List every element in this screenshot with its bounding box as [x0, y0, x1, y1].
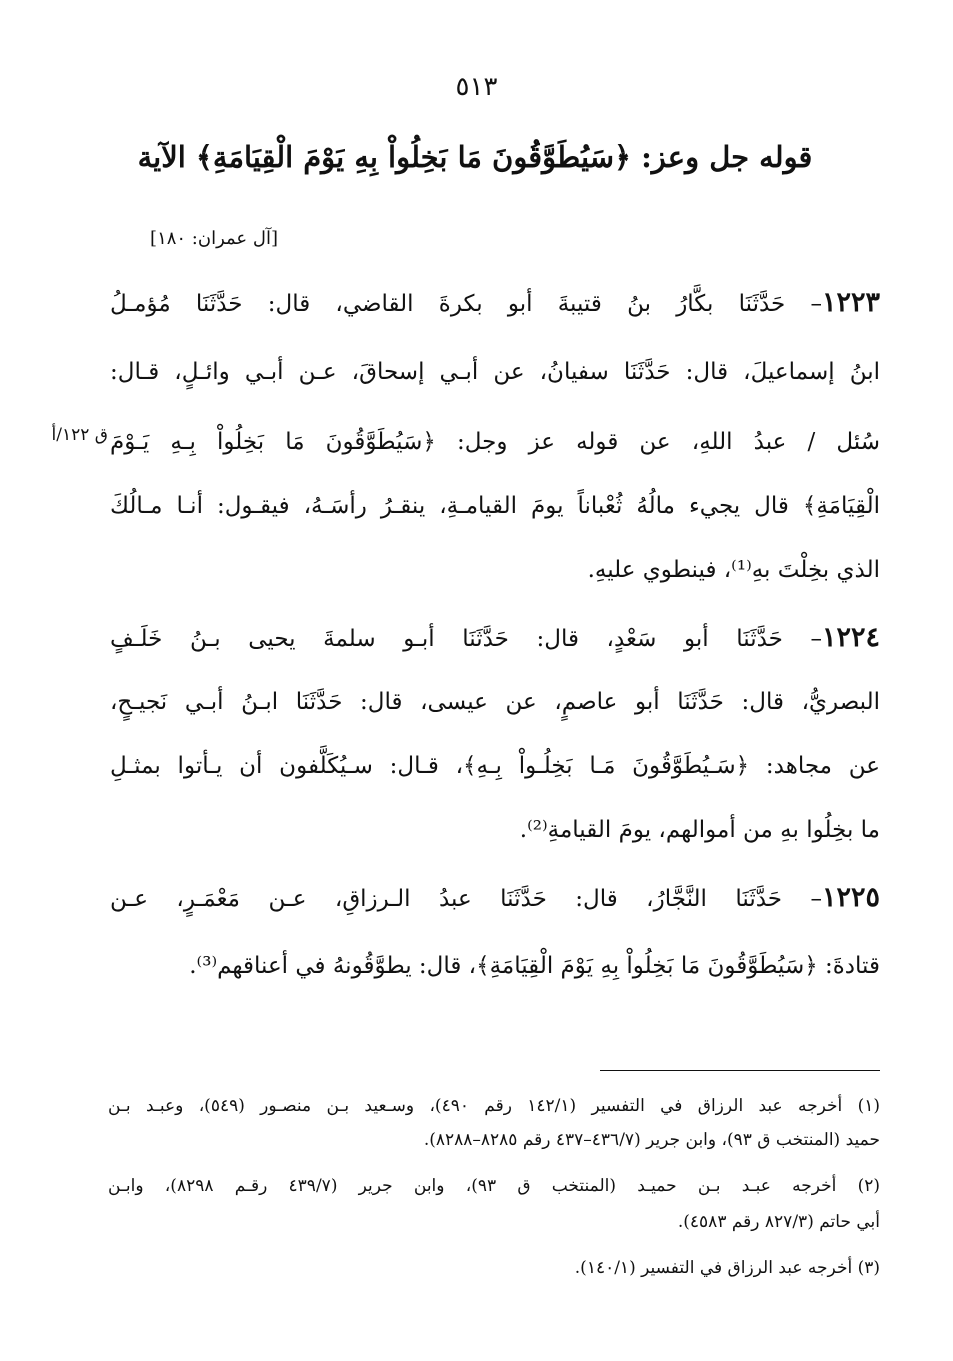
body-line [110, 682, 880, 722]
body-line [110, 283, 880, 323]
body-line [110, 810, 880, 850]
body-line [110, 352, 880, 392]
body-line [110, 746, 880, 786]
heading-quran-verse: سَيُطَوَّقُونَ مَا بَخِلُواْ بِهِ يَوْمَ الْقِيَامَةِ [212, 140, 614, 174]
body-line [110, 946, 880, 986]
body-line [110, 618, 880, 658]
footnote-line: أبي حاتم (٨٢٧/٣ رقم ٤٥٨٣). [677, 1212, 880, 1232]
manuscript-margin-note: ق ١٢٢/أ [51, 425, 108, 445]
body-line [110, 422, 880, 462]
body-line-text: سُئل / عبدُ اللهِ، عن قوله عز وجل: ﴿سَيُطَوَّقُونَ مَا بَخِلُواْ بِـهِ يَـوْمَ [110, 429, 880, 455]
body-line-text: ما بخِلُوا بهِ من أموالهم، يومَ القيامةِ⁽²⁾. [519, 817, 880, 843]
body-line-text: – حَدَّثَنَا النَّجَّارُ، قال: حَدَّثَنَا عبدُ الـرزاقِ، عـن مَعْمَـرٍ، عـن [110, 886, 822, 912]
body-line-text: عن مجاهد: ﴿سَـيُطَوَّقُونَ مَـا بَخِلُـواْ بِـهِ﴾، قـال: سـيُكَلَّفون أن يـأتوا بمثـلِ [110, 753, 880, 779]
section-heading [130, 140, 820, 174]
footnote-separator [600, 1070, 880, 1071]
body-line-text: الذي بخِلْتَ بهِ⁽¹⁾، فينطوي عليهِ. [587, 557, 880, 583]
page-number: ٥١٣ [455, 72, 498, 102]
footnote-line: (٣) أخرجه عبد الرزاق في التفسير (١٤٠/١). [574, 1258, 880, 1278]
footnote-line: (٢) أخرجه عبـد بـن حميـد (المنتخب ق ٩٣)، وابن جرير (٤٣٩/٧ رقـم ٨٢٩٨)، وابـن [108, 1176, 880, 1196]
body-line-text: – حَدَّثَنَا أبو سَعْدٍ، قال: حَدَّثَنَا أبـو سلمةَ يحيى بـنُ خَلَـفٍ [110, 626, 822, 652]
body-line-text: ابنُ إسماعيلَ، قال: حَدَّثَنَا سفيانُ، عن أبـي إسحاقَ، عـن أبـي وائـلٍ، قـال: [110, 359, 880, 385]
hadith-number: ١٢٢٥ [821, 882, 880, 913]
body-line-text: – حَدَّثَنَا بكَّارُ بنُ قتيبةَ أبو بكرةَ القاضي، قال: حَدَّثَنَا مُؤمـلُ [110, 291, 822, 317]
footnote-line: حميد (المنتخب ق ٩٣)، وابن جرير (٤٣٦/٧–٤٣٧ رقم ٨٢٨٥–٨٢٨٨). [423, 1130, 880, 1150]
footnote-line: (١) أخرجه عبد الرزاق في التفسير (١٤٢/١ رقم ٤٩٠)، وسـعيد بـن منصـور (٥٤٩)، وعبـد بـن [108, 1096, 880, 1116]
body-line [110, 878, 880, 918]
body-line [110, 550, 880, 590]
body-line-text: الْقِيَامَةِ﴾ قال يجيء مالُهُ ثُعْباناً يومَ القيامـةِ، ينقـرُ رأسَـهُ، فيقـول: أنـا مـالُكَ [110, 493, 880, 519]
heading-suffix: ﴾ الآية [137, 140, 213, 174]
body-line [110, 486, 880, 526]
hadith-number: ١٢٢٣ [821, 287, 880, 318]
heading-prefix: قوله جل وعز: ﴿ [614, 140, 813, 174]
hadith-number: ١٢٢٤ [821, 622, 880, 653]
verse-citation: [آل عمران: ١٨٠] [150, 228, 278, 249]
body-line-text: قتادةَ: ﴿سَيُطَوَّقُونَ مَا بَخِلُواْ بِهِ يَوْمَ الْقِيَامَةِ﴾، قال: يطوَّقُونهُ في أعناقهم⁽³⁾. [189, 953, 880, 979]
body-line-text: البصريُّ، قال: حَدَّثَنَا أبو عاصمٍ، عن عيسى، قال: حَدَّثَنَا ابـنُ أبـي نَجيـحٍ، [110, 689, 880, 715]
